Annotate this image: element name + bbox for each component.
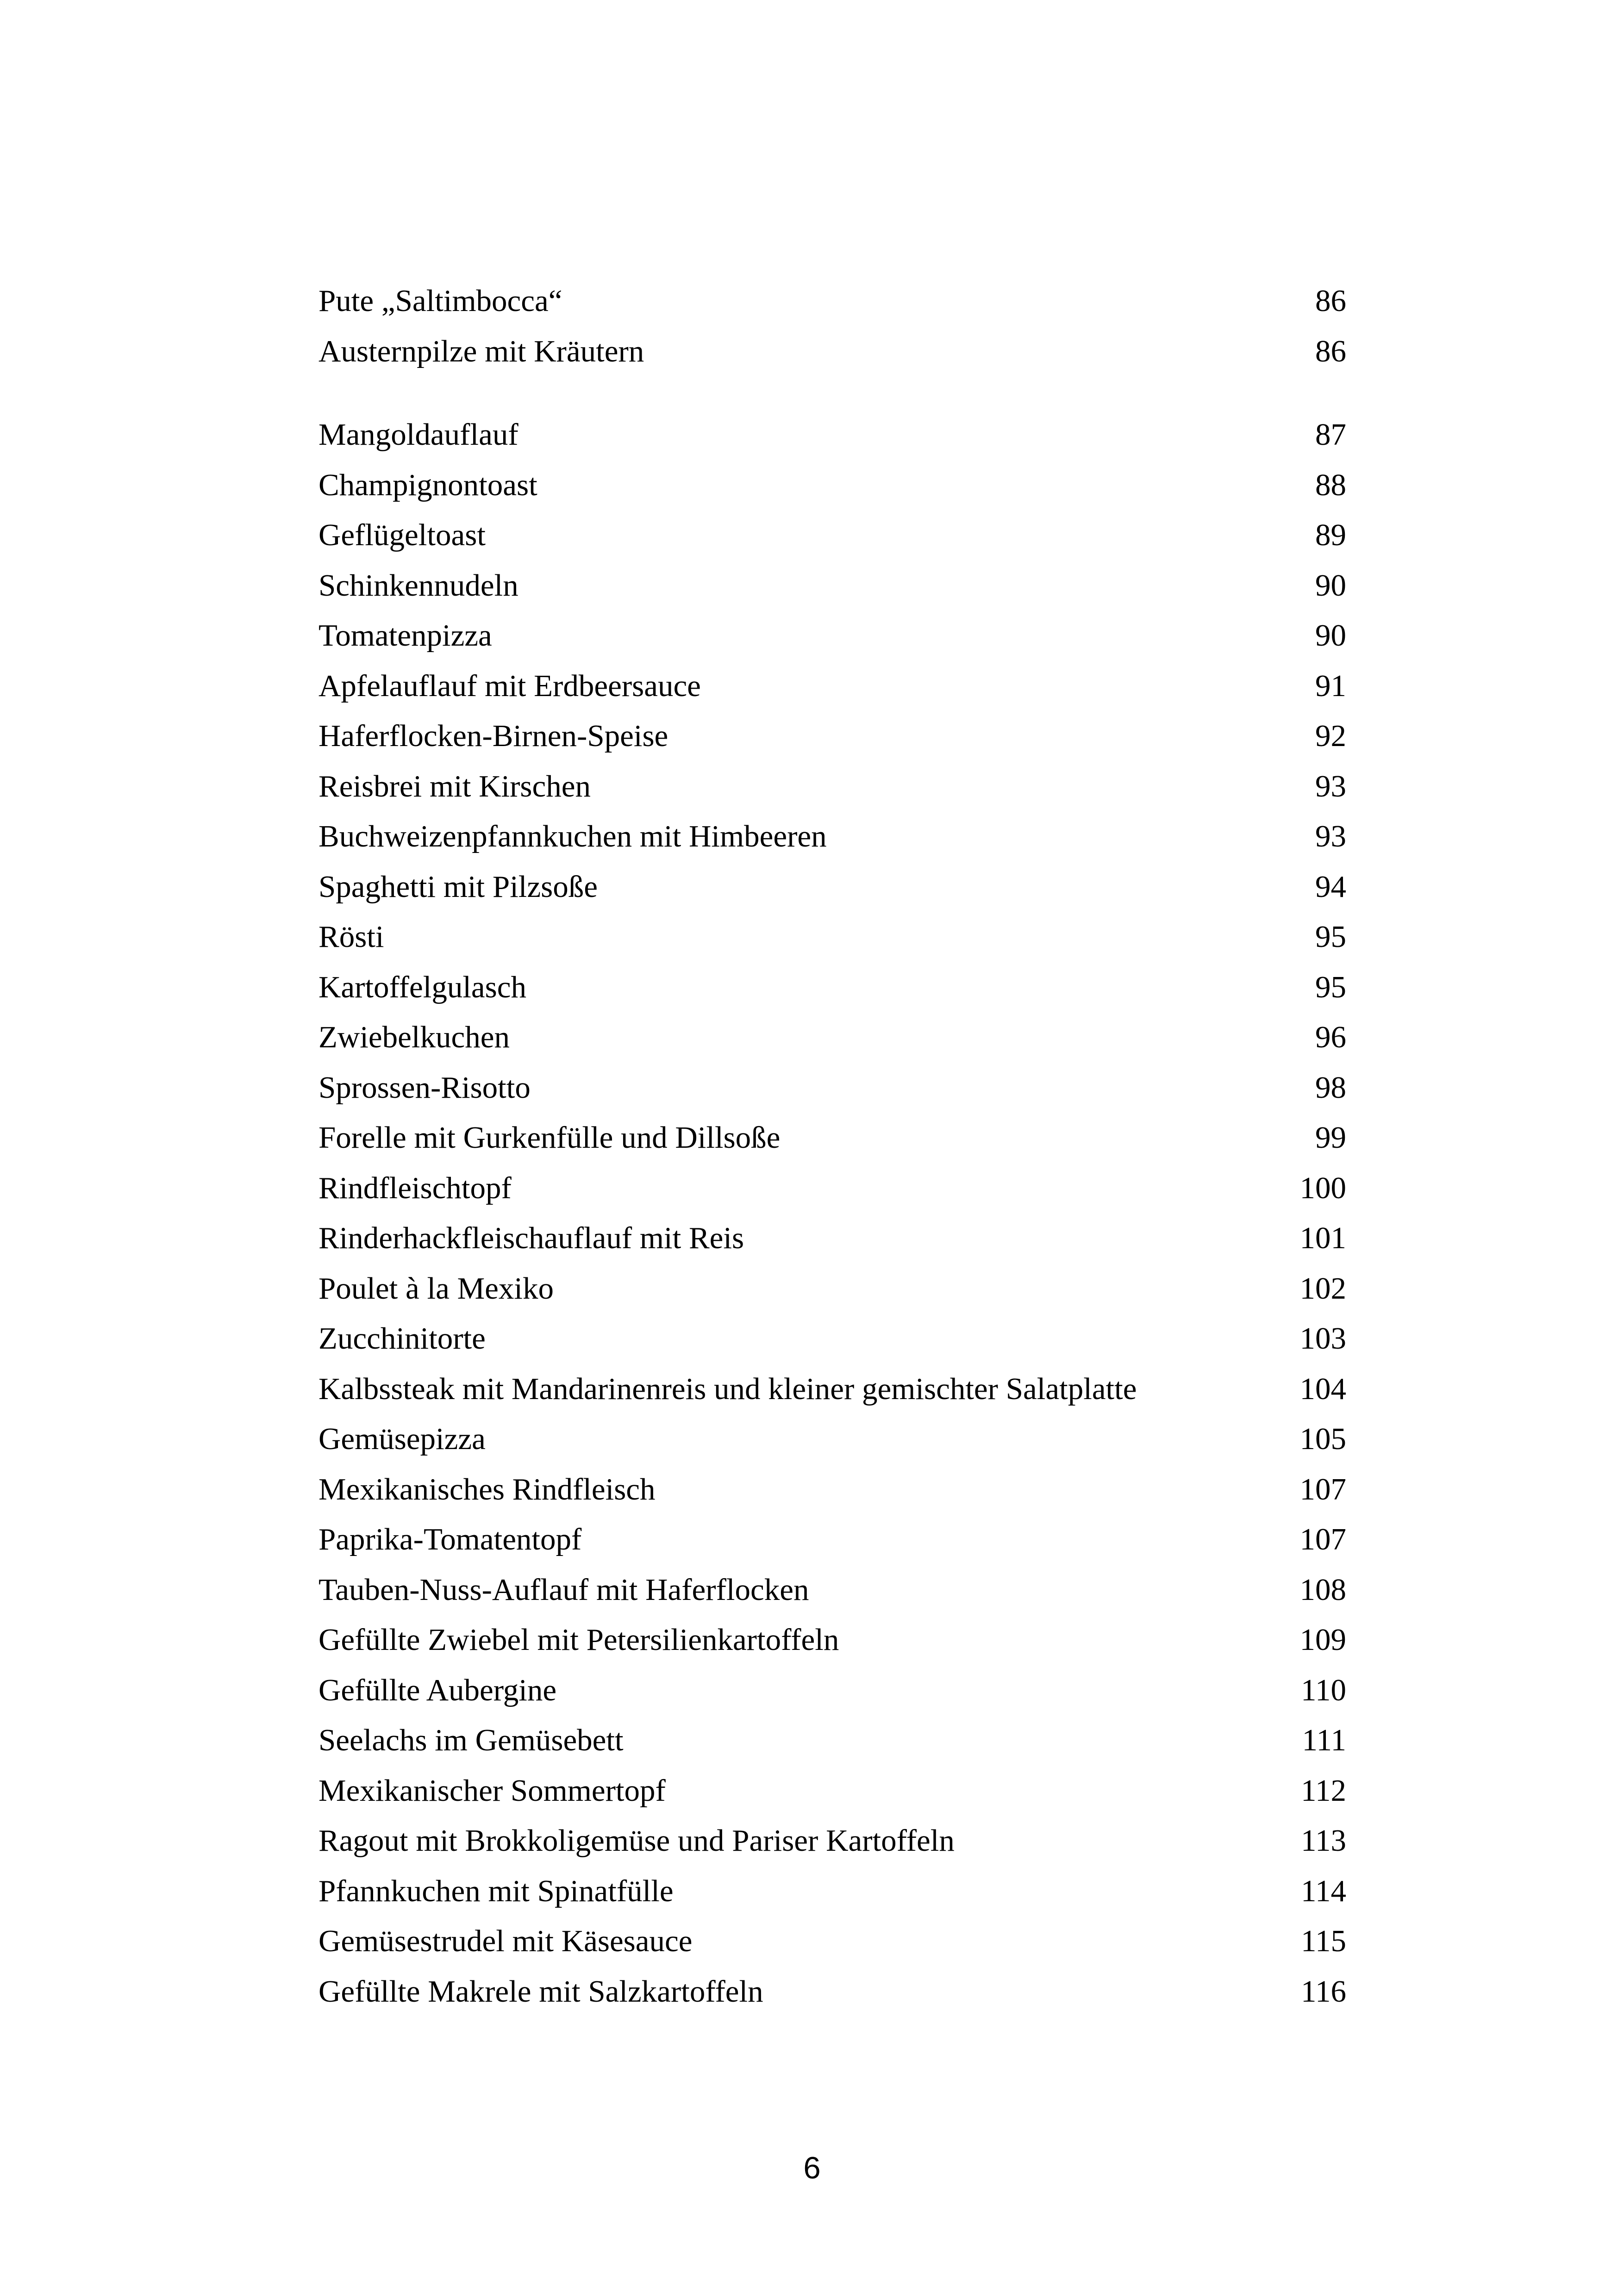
toc-entry-title: Paprika-Tomatentopf (319, 1522, 582, 1556)
toc-entry-page: 89 (1315, 518, 1346, 552)
toc-entry-title: Forelle mit Gurkenfülle und Dillsoße (319, 1120, 781, 1155)
toc-entry (319, 560, 1346, 611)
toc-entry (319, 1313, 1346, 1364)
toc-entry (319, 862, 1346, 912)
toc-entry-title: Sprossen-Risotto (319, 1070, 531, 1105)
toc-entry-title: Mexikanisches Rindfleisch (319, 1472, 656, 1506)
toc-entry-title: Gefüllte Aubergine (319, 1673, 557, 1707)
toc-entry-page: 92 (1315, 719, 1346, 753)
toc-entry-page: 91 (1315, 668, 1346, 703)
toc-entry-page: 104 (1299, 1371, 1346, 1406)
toc-entry-page: 116 (1300, 1974, 1346, 2009)
toc-entry-page: 110 (1300, 1673, 1346, 1707)
toc-entry-page: 96 (1315, 1020, 1346, 1054)
toc-entry (319, 1364, 1346, 1414)
toc-entry-page: 111 (1302, 1723, 1346, 1757)
toc-entry-page: 115 (1300, 1924, 1346, 1958)
toc-entry (319, 1464, 1346, 1515)
toc-entry (319, 1665, 1346, 1716)
toc-group (319, 276, 1346, 376)
toc-entry-page: 87 (1315, 417, 1346, 452)
toc-entry (319, 410, 1346, 460)
toc-entry-title: Gefüllte Zwiebel mit Petersilienkartoffeln (319, 1623, 839, 1657)
toc-entry-title: Schinkennudeln (319, 568, 518, 603)
toc-entry (319, 661, 1346, 711)
toc-entry-title: Reisbrei mit Kirschen (319, 769, 591, 803)
toc-entry-title: Gefüllte Makrele mit Salzkartoffeln (319, 1974, 763, 2009)
toc-entry (319, 912, 1346, 962)
toc-entry-page: 98 (1315, 1070, 1346, 1105)
toc-entry (319, 711, 1346, 761)
toc-entry-title: Pute „Saltimbocca“ (319, 284, 562, 318)
toc-entry-page: 109 (1299, 1623, 1346, 1657)
toc-entry (319, 962, 1346, 1013)
toc-entry-page: 100 (1299, 1170, 1346, 1205)
toc-entry-title: Poulet à la Mexiko (319, 1271, 554, 1306)
toc-entry-title: Spaghetti mit Pilzsoße (319, 869, 598, 904)
toc-entry-page: 95 (1315, 920, 1346, 954)
toc-entry-page: 103 (1299, 1321, 1346, 1356)
toc-entry (319, 1414, 1346, 1464)
toc-entry (319, 1966, 1346, 2017)
toc-entry-title: Mexikanischer Sommertopf (319, 1773, 666, 1808)
toc-entry-title: Gemüsestrudel mit Käsesauce (319, 1924, 693, 1958)
toc-entry (319, 811, 1346, 862)
toc-entry-title: Austernpilze mit Kräutern (319, 334, 644, 368)
toc-entry (319, 1766, 1346, 1816)
toc-entry (319, 326, 1346, 377)
toc-entry (319, 460, 1346, 510)
toc-entry-page: 90 (1315, 568, 1346, 603)
toc-entry (319, 1615, 1346, 1665)
toc-entry-title: Tauben-Nuss-Auflauf mit Haferflocken (319, 1572, 809, 1607)
toc-entry (319, 1063, 1346, 1113)
toc-entry-page: 90 (1315, 618, 1346, 653)
toc-entry (319, 1113, 1346, 1163)
page-number: 6 (803, 2151, 821, 2185)
toc-entry (319, 1916, 1346, 1966)
toc-entry-title: Kalbssteak mit Mandarinenreis und kleiner gemischter Salatplatte (319, 1371, 1137, 1406)
toc-entry-title: Seelachs im Gemüsebett (319, 1723, 624, 1757)
toc-entry-page: 93 (1315, 769, 1346, 803)
toc-entry (319, 1012, 1346, 1063)
toc-entry (319, 1514, 1346, 1565)
toc-entry-title: Tomatenpizza (319, 618, 492, 653)
toc-entry-page: 112 (1300, 1773, 1346, 1808)
toc-entry (319, 1715, 1346, 1766)
toc-entry-title: Rinderhackfleischauflauf mit Reis (319, 1221, 744, 1255)
toc-entry-page: 102 (1299, 1271, 1346, 1306)
toc-entry-title: Pfannkuchen mit Spinatfülle (319, 1873, 674, 1908)
table-of-contents (319, 276, 1346, 2016)
toc-group (319, 410, 1346, 2016)
toc-entry (319, 1213, 1346, 1263)
toc-entry-page: 86 (1315, 334, 1346, 368)
toc-entry (319, 1263, 1346, 1314)
toc-entry-page: 107 (1299, 1472, 1346, 1506)
toc-entry (319, 1565, 1346, 1615)
toc-entry-page: 113 (1300, 1823, 1346, 1858)
toc-entry-title: Champignontoast (319, 467, 537, 502)
toc-entry-page: 99 (1315, 1120, 1346, 1155)
toc-entry (319, 510, 1346, 560)
toc-entry-title: Ragout mit Brokkoligemüse und Pariser Kartoffeln (319, 1823, 955, 1858)
toc-entry (319, 276, 1346, 326)
toc-entry-title: Kartoffelgulasch (319, 970, 526, 1004)
toc-entry-page: 94 (1315, 869, 1346, 904)
toc-entry-page: 93 (1315, 819, 1346, 853)
toc-entry-title: Buchweizenpfannkuchen mit Himbeeren (319, 819, 827, 853)
toc-entry-title: Mangoldauflauf (319, 417, 518, 452)
toc-entry-page: 86 (1315, 284, 1346, 318)
toc-entry-page: 114 (1300, 1873, 1346, 1908)
toc-entry (319, 1866, 1346, 1916)
toc-entry-title: Rösti (319, 920, 384, 954)
toc-entry (319, 761, 1346, 812)
toc-entry-title: Rindfleischtopf (319, 1170, 512, 1205)
toc-entry-page: 108 (1299, 1572, 1346, 1607)
toc-entry (319, 610, 1346, 661)
toc-entry-title: Geflügeltoast (319, 518, 486, 552)
toc-entry-title: Zwiebelkuchen (319, 1020, 510, 1054)
toc-entry (319, 1816, 1346, 1866)
toc-entry-title: Zucchinitorte (319, 1321, 486, 1356)
toc-entry (319, 1163, 1346, 1213)
toc-entry-title: Haferflocken-Birnen-Speise (319, 719, 668, 753)
toc-entry-page: 101 (1299, 1221, 1346, 1255)
toc-entry-page: 88 (1315, 467, 1346, 502)
toc-entry-title: Gemüsepizza (319, 1422, 486, 1456)
toc-entry-title: Apfelauflauf mit Erdbeersauce (319, 668, 701, 703)
toc-entry-page: 107 (1299, 1522, 1346, 1556)
toc-entry-page: 105 (1299, 1422, 1346, 1456)
toc-entry-page: 95 (1315, 970, 1346, 1004)
